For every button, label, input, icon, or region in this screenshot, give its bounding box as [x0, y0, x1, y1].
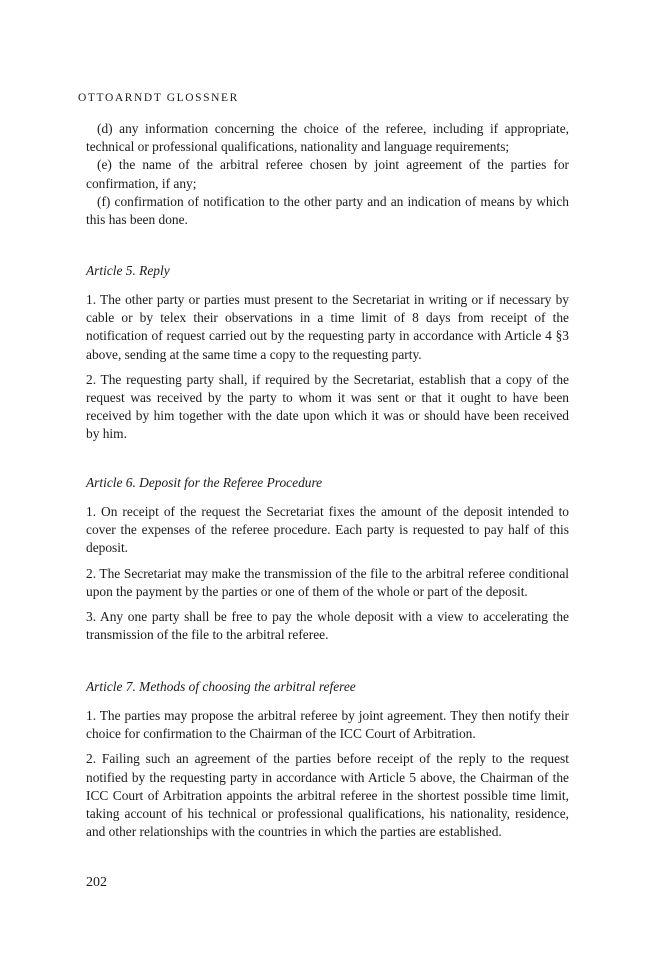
article-5-paragraph-2: 2. The requesting party shall, if required by the Secretariat, establish that a copy of the request was received by the party to whom it was sent or that it ought to have been received by him together with the date upon which it was or should have been received by him. [86, 371, 569, 442]
page-number: 202 [86, 875, 107, 890]
article-6-heading: Article 6. Deposit for the Referee Procedure [86, 475, 323, 490]
article-6-paragraph-3: 3. Any one party shall be free to pay the whole deposit with a view to accelerating the transmission of the file to the arbitral referee. [86, 609, 569, 643]
article-7-heading: Article 7. Methods of choosing the arbitral referee [86, 679, 356, 694]
running-head: OTTOARNDT GLOSSNER [78, 92, 239, 104]
list-item-f: (f) confirmation of notification to the other party and an indication of means by which this has been done. [86, 193, 569, 228]
list-item-e: (e) the name of the arbitral referee chosen by joint agreement of the parties for confirmation, if any; [86, 157, 569, 191]
article-7-paragraph-2: 2. Failing such an agreement of the parties before receipt of the reply to the request notified by the requesting party in accordance with Article 5 above, the Chairman of the ICC Court of Arbitration appoints the arbitral referee in the shortest possible time limit, taking account of his technical or professional qualifications, his nationality, residence, and other relationships with the countries in which the parties are established. [86, 751, 569, 840]
article-5-paragraph-1: 1. The other party or parties must present to the Secretariat in writing or if necessary by cable or by telex their observations in a time limit of 8 days from receipt of the notification of request carried out by the requesting party in accordance with Article 4 §3 above, sending at the same time a copy to the requesting party. [86, 292, 569, 362]
article-6-paragraph-1: 1. On receipt of the request the Secretariat fixes the amount of the deposit intended to cover the expenses of the referee procedure. Each party is requested to pay half of this deposit. [86, 504, 569, 556]
article-7-body [86, 707, 569, 841]
article-6-paragraph-2: 2. The Secretariat may make the transmission of the file to the arbitral referee conditional upon the payment by the parties or one of them of the whole or part of the deposit. [86, 565, 569, 599]
article-6-body [86, 503, 569, 644]
list-section [86, 120, 569, 229]
article-7-paragraph-1: 1. The parties may propose the arbitral referee by joint agreement. They then notify their choice for confirmation to the Chairman of the ICC Court of Arbitration. [86, 708, 569, 742]
article-5-heading: Article 5. Reply [86, 263, 170, 278]
article-5-body [86, 291, 569, 444]
list-item-d: (d) any information concerning the choice of the referee, including if appropriate, technical or professional qualifications, nationality and language requirements; [86, 121, 569, 155]
